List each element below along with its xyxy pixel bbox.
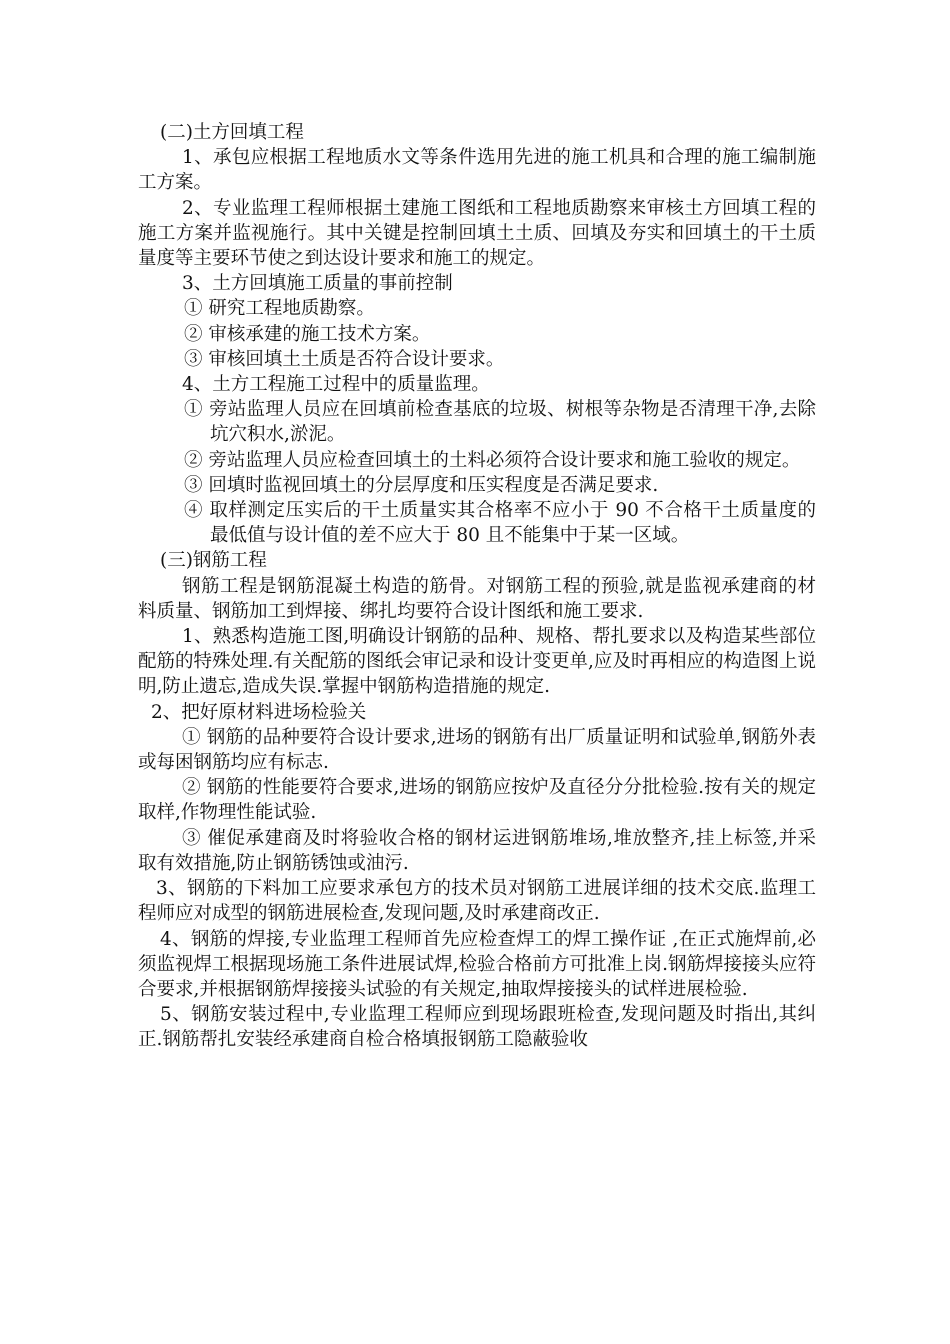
list-item: ② 钢筋的性能要符合要求,进场的钢筋应按炉及直径分分批检验.按有关的规定取样,作物理性能试验. xyxy=(138,777,816,824)
list-item: ③ 审核回填土土质是否符合设计要求。 xyxy=(184,348,505,370)
list-item: ① 旁站监理人员应在回填前检查基底的垃圾、树根等杂物是否清理干净,去除坑穴积水,淤泥。 xyxy=(184,399,816,446)
paragraph: 4、钢筋的焊接,专业监理工程师首先应检查焊工的焊工操作证 ,在正式施焊前,必须监视焊工根据现场施工条件进展试焊,检验合格前方可批准上岗.钢筋焊接接头应符合要求,并根据钢筋焊接接头试验的有关规定,抽取焊接接头的试样进展检验. xyxy=(138,928,816,1000)
list-item: ③ 回填时监视回填土的分层厚度和压实程度是否满足要求. xyxy=(184,474,659,496)
paragraph: 3、土方回填施工质量的事前控制 xyxy=(182,273,453,295)
paragraph: 钢筋工程是钢筋混凝土构造的筋骨。对钢筋工程的预验,就是监视承建商的材料质量、钢筋加工到焊接、绑扎均要符合设计图纸和施工要求. xyxy=(138,575,816,622)
document-body xyxy=(138,120,816,1053)
list-item: ① 钢筋的品种要符合设计要求,进场的钢筋有出厂质量证明和试验单,钢筋外表或每困钢筋均应有标志. xyxy=(138,726,816,774)
paragraph: 5、钢筋安装过程中,专业监理工程师应到现场跟班检查,发现问题及时指出,其纠正.钢筋帮扎安装经承建商自检合格填报钢筋工隐蔽验收 xyxy=(138,1004,816,1051)
paragraph: 1、承包应根据工程地质水文等条件选用先进的施工机具和合理的施工编制施工方案。 xyxy=(138,147,816,194)
paragraph: 4、土方工程施工过程中的质量监理。 xyxy=(182,374,490,396)
paragraph: 2、专业监理工程师根据土建施工图纸和工程地质勘察来审核土方回填工程的施工方案并监视施行。其中关键是控制回填土土质、回填及夯实和回填土的干土质量度等主要环节使之到达设计要求和施工的规定。 xyxy=(138,197,816,270)
paragraph: 3、钢筋的下料加工应要求承包方的技术员对钢筋工进展详细的技术交底.监理工程师应对成型的钢筋进展检查,发现问题,及时承建商改正. xyxy=(138,878,816,925)
list-item: ② 审核承建的施工技术方案。 xyxy=(184,323,431,345)
paragraph: 1、熟悉构造施工图,明确设计钢筋的品种、规格、帮扎要求以及构造某些部位配筋的特殊处理.有关配筋的图纸会审记录和设计变更单,应及时再相应的构造图上说明,防止遗忘,造成失误.掌握中钢筋构造措施的规定. xyxy=(138,626,816,698)
list-item: ④ 取样测定压实后的干土质量实其合格率不应小于 90 不合格干土质量度的最低值与设计值的差不应大于 80 且不能集中于某一区域。 xyxy=(184,500,816,547)
paragraph: 2、把好原材料进场检验关 xyxy=(151,701,367,723)
list-item: ③ 催促承建商及时将验收合格的钢材运进钢筋堆场,堆放整齐,挂上标签,并采取有效措施,防止钢筋锈蚀或油污. xyxy=(138,827,816,874)
section-heading-earthwork: (二)土方回填工程 xyxy=(160,122,304,143)
list-item: ② 旁站监理人员应检查回填土的土料必须符合设计要求和施工验收的规定。 xyxy=(184,449,801,471)
section-heading-rebar: (三)钢筋工程 xyxy=(160,550,267,572)
list-item: ① 研究工程地质勘察。 xyxy=(184,298,375,320)
